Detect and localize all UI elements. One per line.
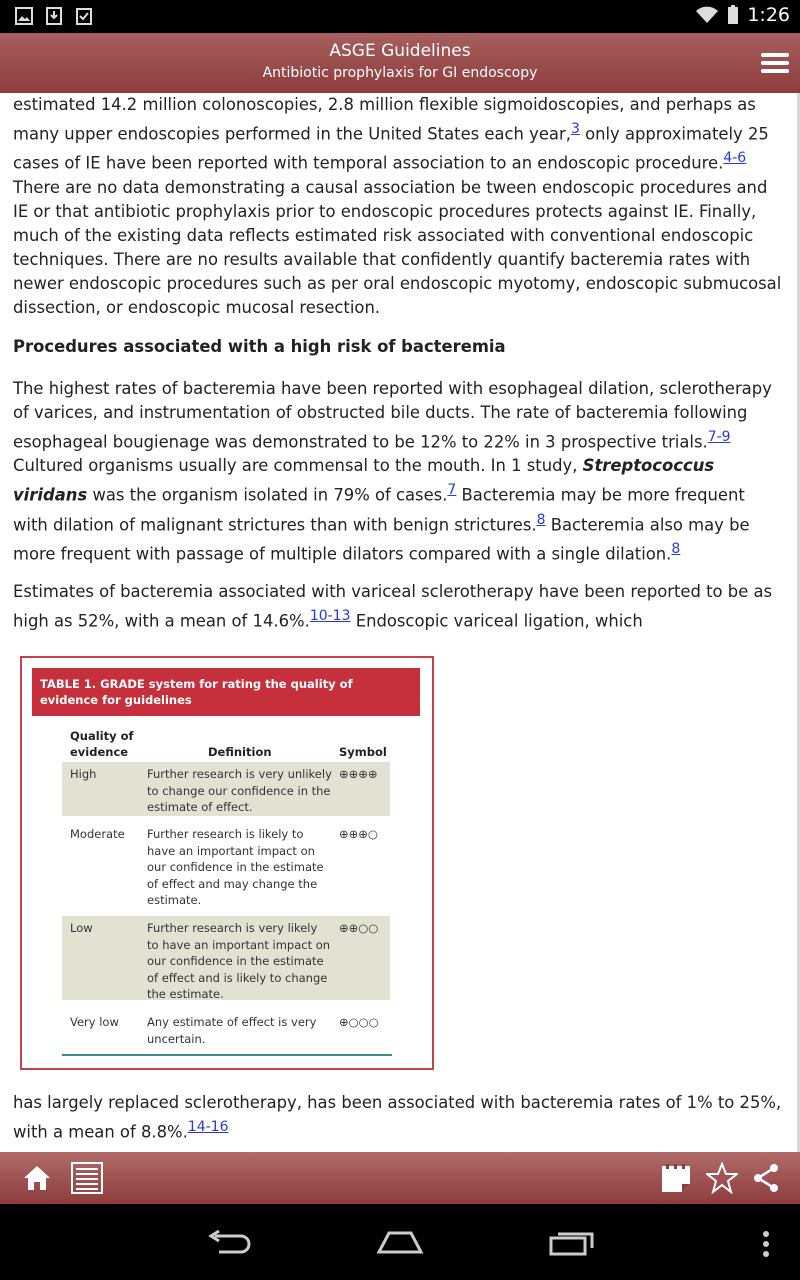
paragraph-text: Estimates of bacteremia associated with variceal sclerotherapy have been reported to be as high as 52%, with a mean of 14.6%.: [13, 582, 773, 631]
bottom-toolbar: [0, 1152, 800, 1204]
paragraph-2: [13, 377, 783, 567]
reference-link[interactable]: 3: [570, 121, 580, 137]
table-caption: [32, 668, 420, 716]
app-title: ASGE Guidelines: [329, 41, 471, 61]
paragraph-text: Bacteremia may be more frequent with dilation of malignant strictures than with benign strictures.: [13, 485, 745, 535]
paragraph-3: [13, 580, 783, 633]
paragraph-text: Cultured organisms usually are commensal to the mouth. In 1 study,: [13, 456, 583, 476]
row-definition: Further research is likely to have an important impact on our confidence in the estimate of effect and may change the estimate.: [147, 827, 324, 907]
wifi-icon: [695, 5, 719, 25]
download-icon: [44, 6, 64, 26]
organism-name: Streptococcus viridans: [13, 456, 715, 505]
status-time: 1:26: [747, 4, 790, 26]
reference-link[interactable]: 7: [447, 482, 457, 499]
row-symbol: ⊕⊕○○: [339, 921, 379, 935]
app-subtitle: Antibiotic prophylaxis for GI endoscopy: [262, 65, 538, 81]
table-bottom-rule: [62, 1054, 392, 1056]
reference-link[interactable]: 14-16: [187, 1119, 229, 1135]
paragraph-4: [13, 1091, 783, 1144]
row-symbol: ⊕○○○: [339, 1015, 379, 1029]
row-symbol: ⊕⊕⊕⊕: [339, 767, 378, 781]
table-row: [62, 1010, 390, 1050]
row-definition: Any estimate of effect is very uncertain.: [147, 1015, 317, 1046]
home-icon[interactable]: [375, 1230, 425, 1256]
table-caption-text: TABLE 1. GRADE system for rating the quality of evidence for guidelines: [40, 677, 353, 707]
status-bar: [0, 0, 800, 33]
header-quality: Quality of evidence: [70, 729, 134, 759]
back-icon[interactable]: [205, 1230, 253, 1256]
paragraph-text: was the organism isolated in 79% of cases.: [87, 485, 448, 505]
notes-icon[interactable]: [660, 1162, 692, 1194]
paragraph-text: There are no data demonstrating a causal association be tween endoscopic procedures and IE or that antibiotic prophylaxis prior to endoscopic procedures protects against IE. Finally, much of the existing data reflects estimated risk associated with conventional endoscopic techniques. There are no results available that confidently quantify bacteremia rates with newer endoscopic procedures such as per oral endoscopic myotomy, endoscopic submucosal dissection, or endoscopic mucosal resection.: [13, 177, 782, 317]
paragraph-text: The highest rates of bacteremia have been reported with esophageal dilation, sclerotherapy of varices, and instrumentation of obstructed bile ducts. The rate of bacteremia following esophageal bougienage was demonstrated to be 12% to 22% in 3 prospective trials.: [13, 379, 772, 452]
row-symbol: ⊕⊕⊕○: [339, 827, 378, 841]
clipboard-check-icon: [74, 6, 94, 26]
paragraph-text: estimated 14.2 million colonoscopies, 2.8 million flexible sigmoidoscopies, and perhaps as many upper endoscopies performed in the United States each year,: [13, 95, 756, 144]
table-row: [62, 822, 390, 908]
reference-link[interactable]: 10-13: [309, 608, 351, 624]
table-row: [62, 916, 390, 1000]
recent-apps-icon[interactable]: [548, 1228, 596, 1258]
app-bar: [0, 33, 800, 93]
paragraph-text: has largely replaced sclerotherapy, has been associated with bacteremia rates of 1% to 25%, with a mean of 8.8%.: [13, 1093, 782, 1142]
system-nav-bar: [0, 1204, 800, 1280]
row-definition: Further research is very likely to have an important impact on our confidence in the estimate of effect and is likely to change the estimate.: [147, 921, 331, 1001]
star-icon[interactable]: [706, 1162, 738, 1194]
paragraph-1: [13, 93, 783, 320]
row-quality: High: [70, 767, 97, 781]
battery-icon: [727, 5, 739, 25]
reference-link[interactable]: 8: [536, 511, 546, 528]
reference-link[interactable]: 8: [671, 541, 681, 558]
table-row: [62, 762, 390, 816]
row-quality: Low: [70, 921, 93, 935]
article-content[interactable]: [0, 93, 800, 1152]
row-quality: Very low: [70, 1015, 119, 1029]
paragraph-text: Bacteremia also may be more frequent with passage of multiple dilators compared with a single dilation.: [13, 515, 750, 564]
row-definition: Further research is very unlikely to change our confidence in the estimate of effect.: [147, 767, 332, 814]
header-definition: Definition: [208, 745, 272, 759]
reference-link[interactable]: 7-9: [707, 429, 731, 445]
overflow-icon[interactable]: [760, 1230, 772, 1260]
paragraph-text: Endoscopic variceal ligation, which: [350, 611, 643, 631]
paragraph-text: only approximately 25 cases of IE have been reported with temporal association to an endoscopic procedure.: [13, 124, 769, 173]
row-quality: Moderate: [70, 827, 125, 841]
table-figure[interactable]: [20, 656, 434, 1070]
hamburger-menu-icon[interactable]: [760, 50, 790, 76]
header-symbol: Symbol: [339, 745, 387, 759]
home-icon[interactable]: [21, 1162, 53, 1194]
reference-link[interactable]: 4-6: [723, 150, 747, 167]
section-heading: Procedures associated with a high risk of bacteremia: [13, 337, 506, 356]
gallery-icon: [14, 6, 34, 26]
table-of-contents-icon[interactable]: [71, 1162, 103, 1194]
share-icon[interactable]: [750, 1162, 782, 1194]
